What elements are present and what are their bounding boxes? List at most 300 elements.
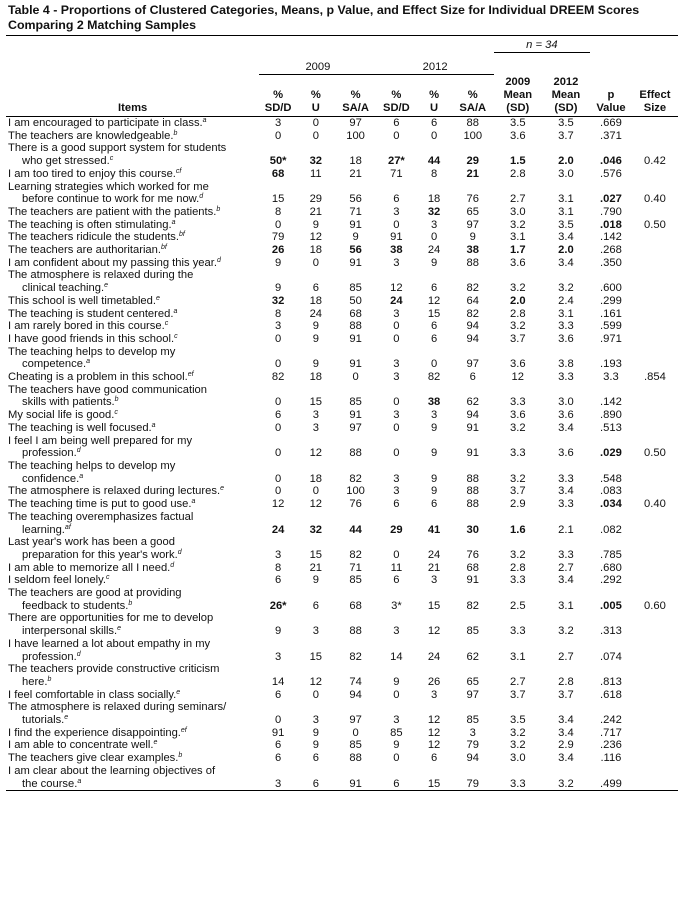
value-cell: 12 [427, 726, 441, 739]
value-cell: 21 [349, 167, 362, 180]
value-cell: .034 [600, 498, 622, 511]
footnote-marker: e [117, 625, 122, 633]
value-cell: 3 [469, 726, 476, 739]
value-cell: 82 [466, 307, 479, 320]
value-cell: 9 [430, 485, 438, 498]
value-cell: 2.7 [558, 650, 574, 663]
value-cell: 9 [312, 320, 319, 333]
value-cell: 3 [259, 765, 297, 791]
value-cell: 3.2 [558, 625, 574, 638]
table-row [6, 409, 678, 422]
value-cell: 27* [387, 155, 405, 168]
value-cell: 6 [393, 193, 400, 206]
value-cell: 88 [466, 498, 479, 511]
value-cell: 11 [390, 561, 403, 574]
value-cell: 6 [297, 765, 335, 791]
dreem-table [6, 35, 678, 791]
value-cell: .046 [600, 155, 622, 168]
table-row [6, 244, 678, 257]
value-cell: 6 [393, 117, 400, 129]
value-cell: 3.1 [558, 599, 574, 612]
table-row [6, 511, 678, 536]
footnote-marker: d [216, 256, 221, 264]
value-cell: 0 [275, 218, 282, 231]
value-cell: .813 [600, 675, 622, 688]
table-row [6, 727, 678, 740]
value-cell: 0 [275, 447, 282, 460]
value-cell: 3.6 [509, 409, 526, 422]
value-cell: 88 [349, 625, 362, 638]
value-cell: 44 [427, 155, 441, 168]
value-cell: 2.0 [509, 294, 526, 307]
table-row [6, 320, 678, 333]
item-label: The teaching is often stimulating.$^a$ [8, 218, 176, 231]
footnote-marker: bf [160, 244, 167, 252]
value-cell: 88 [349, 320, 362, 333]
value-cell: 9 [312, 358, 319, 371]
value-cell: 2.4 [558, 294, 574, 307]
item-label: The teachers give clear examples.$^b$ [8, 752, 183, 765]
item-label: The teachers are authoritarian.$^{bf}$ [8, 244, 167, 257]
value-cell: .018 [600, 218, 622, 231]
table-row [6, 346, 678, 371]
value-cell: 0 [352, 726, 359, 739]
value-cell: 8 [430, 167, 438, 180]
value-cell: 3 [275, 320, 282, 333]
value-cell: 3 [393, 485, 400, 498]
value-cell: 24 [271, 523, 285, 536]
value-cell: 24 [390, 294, 403, 307]
value-cell: 12 [427, 294, 441, 307]
column-header: p Value [590, 74, 632, 117]
value-cell: 38 [466, 244, 479, 257]
footnote-marker: e [104, 282, 108, 290]
value-cell: 6 [393, 498, 400, 511]
value-cell: 3.2 [509, 548, 526, 561]
value-cell: 24 [427, 244, 441, 257]
value-cell: 91 [466, 421, 479, 434]
value-cell: 85 [349, 396, 362, 409]
footnote-marker: c [109, 155, 114, 163]
value-cell: .599 [600, 320, 622, 333]
value-cell: 3.4 [558, 726, 574, 739]
value-cell: 2.0 [558, 155, 574, 168]
table-row [6, 219, 678, 232]
value-cell: .292 [600, 574, 622, 587]
value-cell: .142 [600, 396, 622, 409]
table-body [6, 117, 678, 791]
value-cell: 26 [427, 675, 441, 688]
value-cell [632, 422, 678, 435]
value-cell: 2.8 [509, 561, 526, 574]
footnote-marker: b [178, 752, 183, 760]
value-cell [632, 130, 678, 143]
column-header: % SA/A [335, 74, 377, 117]
value-cell: 0 [430, 231, 438, 244]
footnote-marker: b [128, 599, 133, 607]
value-cell: .242 [600, 714, 622, 727]
value-cell: 6 [469, 371, 476, 384]
item-label: I find the experience disappointing.$^{ef}$ [8, 726, 187, 739]
column-header: % SD/D [259, 74, 297, 117]
footnote-marker: e [176, 688, 181, 696]
value-cell: 0 [275, 358, 282, 371]
value-cell: 12 [271, 498, 285, 511]
value-cell: 0 [312, 129, 319, 142]
value-cell: 3.3 [494, 765, 542, 791]
value-cell: 14 [390, 650, 403, 663]
value-cell: 3.1 [558, 307, 574, 320]
item-label: There is a good support system for students who get stressed.$^c$ [8, 142, 227, 168]
value-cell: 0.50 [644, 218, 666, 231]
value-cell: 18 [309, 472, 323, 485]
value-cell: 3.6 [558, 409, 574, 422]
item-label: The teachers have good communication skills with patients.$^b$ [8, 383, 208, 409]
table-row [6, 181, 678, 206]
value-cell: 32 [271, 294, 285, 307]
table-row [6, 257, 678, 270]
value-cell: 32 [427, 205, 441, 218]
table-row [6, 333, 678, 346]
value-cell: 3.5 [509, 117, 526, 129]
value-cell: 9 [430, 472, 438, 485]
value-cell: 2.9 [509, 498, 526, 511]
value-cell [632, 384, 678, 409]
value-cell: 1.7 [509, 244, 526, 257]
column-header: 2012 Mean (SD) [542, 74, 590, 117]
table-row [6, 460, 678, 485]
value-cell: .513 [600, 421, 622, 434]
value-cell: 2.5 [509, 599, 526, 612]
value-cell: 6 [430, 498, 438, 511]
item-label: The atmosphere is relaxed during lectures.$^e$ [8, 485, 224, 498]
value-cell: 0 [393, 688, 400, 701]
value-cell: 3.1 [509, 650, 526, 663]
column-header: % SA/A [452, 74, 494, 117]
value-cell [632, 206, 678, 219]
value-cell: 3 [393, 714, 400, 727]
value-cell: 6 [377, 765, 417, 791]
item-label: The teachers provide constructive criticism here.$^b$ [8, 663, 220, 688]
footnote-marker: b [114, 396, 119, 404]
value-cell: 3 [393, 307, 400, 320]
value-cell: 3.6 [558, 447, 574, 460]
value-cell: 85 [349, 574, 362, 587]
footnote-marker: c [106, 574, 110, 582]
value-cell: 0 [393, 332, 400, 345]
column-header: % U [297, 74, 335, 117]
value-cell: 3.0 [509, 205, 526, 218]
value-cell [632, 168, 678, 181]
value-cell: 6 [275, 739, 282, 752]
value-cell: 91 [349, 358, 362, 371]
value-cell: 6 [312, 282, 319, 295]
value-cell: 3 [430, 688, 438, 701]
value-cell: 9 [430, 256, 438, 269]
value-cell: .971 [600, 332, 622, 345]
value-cell: 3.7 [509, 332, 526, 345]
value-cell: 85 [466, 625, 479, 638]
value-cell [632, 739, 678, 752]
value-cell: 29 [390, 523, 403, 536]
table-row [6, 269, 678, 294]
value-cell: 0.40 [644, 193, 666, 206]
value-cell [632, 562, 678, 575]
value-cell: .268 [600, 244, 622, 257]
value-cell: .027 [600, 193, 622, 206]
value-cell: 15 [309, 548, 323, 561]
footnote-marker: d [199, 193, 204, 201]
value-cell: 9 [312, 574, 319, 587]
value-cell: 3.2 [509, 218, 526, 231]
item-label: I have learned a lot about empathy in my profession.$^d$ [8, 637, 211, 663]
table-row [6, 574, 678, 587]
footnote-marker: b [173, 129, 178, 137]
value-cell [632, 409, 678, 422]
value-cell: 91 [349, 256, 362, 269]
value-cell: 82 [466, 599, 479, 612]
item-label: I am confident about my passing this year.$^d$ [8, 256, 221, 269]
value-cell: 82 [349, 650, 362, 663]
value-cell: 82 [349, 548, 362, 561]
table-row [6, 612, 678, 637]
value-cell: 21 [309, 205, 323, 218]
year-2012-header: 2012 [377, 53, 494, 75]
item-label: I seldom feel lonely.$^c$ [8, 574, 110, 587]
value-cell: 97 [466, 218, 479, 231]
value-cell: 3.1 [509, 231, 526, 244]
item-label: The teaching helps to develop my confidence.$^a$ [8, 459, 176, 485]
value-cell: 82 [427, 371, 441, 384]
table-caption: Table 4 - Proportions of Clustered Categories, Means, p Value, and Effect Size for Individual DREEM Scores Comparing 2 Matching Samples [8, 3, 640, 32]
value-cell: .548 [600, 472, 622, 485]
item-label: The teaching helps to develop my competence.$^a$ [8, 345, 176, 371]
table-row [6, 765, 678, 791]
value-cell: 8 [275, 205, 282, 218]
value-cell: 88 [466, 485, 479, 498]
value-cell: 82 [349, 472, 362, 485]
footnote-marker: a [191, 498, 196, 506]
value-cell: 94 [466, 332, 479, 345]
value-cell: 76 [349, 498, 362, 511]
item-label: Last year's work has been a good preparation for this year's work.$^d$ [8, 536, 182, 561]
value-cell: 15 [309, 650, 323, 663]
value-cell: 2.8 [509, 167, 526, 180]
value-cell: 8 [275, 307, 282, 320]
value-cell [632, 536, 678, 561]
value-cell: 12 [390, 282, 403, 295]
value-cell: 91 [349, 218, 362, 231]
value-cell: 2.9 [558, 739, 574, 752]
value-cell [632, 346, 678, 371]
value-cell: 12 [309, 231, 323, 244]
value-cell: .082 [600, 523, 622, 536]
value-cell: 3 [393, 256, 400, 269]
value-cell: 6 [275, 409, 282, 422]
value-cell: 18 [349, 155, 362, 168]
value-cell: 0 [352, 371, 359, 384]
value-cell: 18 [309, 294, 323, 307]
footnote-marker: e [220, 485, 224, 493]
value-cell: 2.0 [558, 244, 574, 257]
value-cell: 0 [312, 485, 319, 498]
value-cell [632, 612, 678, 637]
value-cell: 6 [275, 574, 282, 587]
value-cell: 9 [275, 256, 282, 269]
value-cell: 6 [312, 599, 319, 612]
value-cell: 3 [393, 625, 400, 638]
value-cell: 38 [427, 396, 441, 409]
value-cell: 3.3 [558, 320, 574, 333]
value-cell: 97 [349, 421, 362, 434]
footnote-marker: a [77, 777, 82, 785]
value-cell: 3.5 [509, 714, 526, 727]
value-cell: 91 [390, 231, 403, 244]
value-cell: 0 [393, 447, 400, 460]
value-cell: 6 [393, 574, 400, 587]
value-cell: 3.8 [558, 358, 574, 371]
value-cell: 3.4 [558, 485, 574, 498]
value-cell: 9 [312, 739, 319, 752]
value-cell: .669 [600, 117, 622, 129]
item-label: This school is well timetabled.$^e$ [8, 294, 160, 307]
value-cell: 0.50 [644, 447, 666, 460]
value-cell [632, 689, 678, 702]
table-row [6, 371, 678, 384]
item-label: I am rarely bored in this course.$^c$ [8, 320, 169, 333]
value-cell: 18 [427, 193, 441, 206]
value-cell: 18 [309, 371, 323, 384]
value-cell: 9 [352, 231, 359, 244]
item-label: My social life is good.$^c$ [8, 409, 118, 422]
value-cell: .785 [600, 548, 622, 561]
value-cell: 85 [390, 726, 403, 739]
value-cell: 3 [312, 625, 319, 638]
table-row [6, 130, 678, 143]
footnote-marker: ef [180, 726, 187, 734]
value-cell: 12 [427, 625, 441, 638]
value-cell: 88 [466, 472, 479, 485]
value-cell: 32 [309, 523, 323, 536]
value-cell: 8 [275, 561, 282, 574]
value-cell: 3.6 [509, 358, 526, 371]
value-cell: 32 [309, 155, 323, 168]
value-cell: 15 [309, 396, 323, 409]
value-cell: 2.1 [558, 523, 574, 536]
item-label: I am able to memorize all I need.$^d$ [8, 561, 175, 574]
table-row [6, 663, 678, 688]
value-cell: 50 [349, 294, 362, 307]
footnote-marker: a [171, 218, 176, 226]
value-cell: 3.1 [558, 205, 574, 218]
value-cell: 97 [349, 714, 362, 727]
value-cell: 3.3 [509, 574, 526, 587]
table-row [6, 435, 678, 460]
value-cell: 79 [466, 739, 479, 752]
value-cell [632, 333, 678, 346]
value-cell: 21 [466, 167, 479, 180]
value-cell: 97 [349, 117, 362, 129]
footnote-marker: c [164, 320, 169, 328]
value-cell [632, 460, 678, 485]
value-cell: 14 [271, 675, 285, 688]
value-cell: 9 [393, 739, 400, 752]
value-cell: 3 [275, 548, 282, 561]
item-label: The atmosphere is relaxed during the clinical teaching.$^e$ [8, 269, 194, 295]
item-label: I feel I am being well prepared for my profession.$^d$ [8, 434, 193, 460]
value-cell: 3 [312, 409, 319, 422]
value-cell [632, 308, 678, 321]
value-cell: 79 [452, 765, 494, 791]
value-cell: 91 [466, 574, 479, 587]
footnote-marker: bf [179, 231, 185, 239]
value-cell: .236 [600, 739, 622, 752]
table-row [6, 587, 678, 612]
value-cell: 88 [349, 752, 362, 765]
value-cell: 26 [271, 244, 285, 257]
value-cell: 21 [427, 561, 441, 574]
value-cell: 50* [269, 155, 287, 168]
value-cell: 3 [430, 574, 438, 587]
value-cell: 0 [393, 421, 400, 434]
footnote-marker: e [153, 739, 158, 747]
value-cell: 24 [309, 307, 323, 320]
value-cell: 3.1 [558, 193, 574, 206]
value-cell: 0.42 [644, 155, 666, 168]
footnote-marker: a [79, 472, 84, 480]
value-cell: 3.6 [509, 256, 526, 269]
value-cell: 9 [312, 332, 319, 345]
value-cell: 0 [312, 256, 319, 269]
value-cell: 82 [271, 371, 285, 384]
items-header: Items [6, 74, 259, 117]
value-cell: 3 [430, 409, 438, 422]
value-cell: .005 [600, 599, 622, 612]
value-cell: 41 [427, 523, 441, 536]
value-cell: 6 [275, 688, 282, 701]
table-row [6, 536, 678, 561]
value-cell: 0 [393, 129, 400, 142]
value-cell [632, 511, 678, 536]
value-cell: .074 [600, 650, 622, 663]
value-cell: 29 [309, 193, 323, 206]
item-label: There are opportunities for me to develop interpersonal skills.$^e$ [8, 612, 214, 638]
value-cell: 3 [393, 205, 400, 218]
value-cell: 6 [430, 752, 438, 765]
value-cell: .193 [600, 358, 622, 371]
value-cell: 71 [349, 561, 362, 574]
value-cell: 88 [466, 256, 479, 269]
value-cell: 9 [430, 447, 438, 460]
value-cell: 85 [349, 739, 362, 752]
footnote-marker: af [64, 523, 71, 531]
value-cell: 0 [312, 688, 319, 701]
value-cell: 74 [349, 675, 362, 688]
value-cell: 6 [430, 282, 438, 295]
value-cell: 91 [349, 332, 362, 345]
item-label: I am encouraged to participate in class.$^a$ [8, 117, 207, 129]
value-cell: 91 [271, 726, 285, 739]
value-cell: 24 [427, 650, 441, 663]
value-cell: 0 [393, 752, 400, 765]
value-cell: .029 [600, 447, 622, 460]
value-cell: 94 [349, 688, 362, 701]
table-row [6, 231, 678, 244]
value-cell: 3.7 [509, 688, 526, 701]
value-cell: 9 [430, 421, 438, 434]
footnote-marker: e [64, 714, 69, 722]
footnote-marker: d [76, 650, 81, 658]
